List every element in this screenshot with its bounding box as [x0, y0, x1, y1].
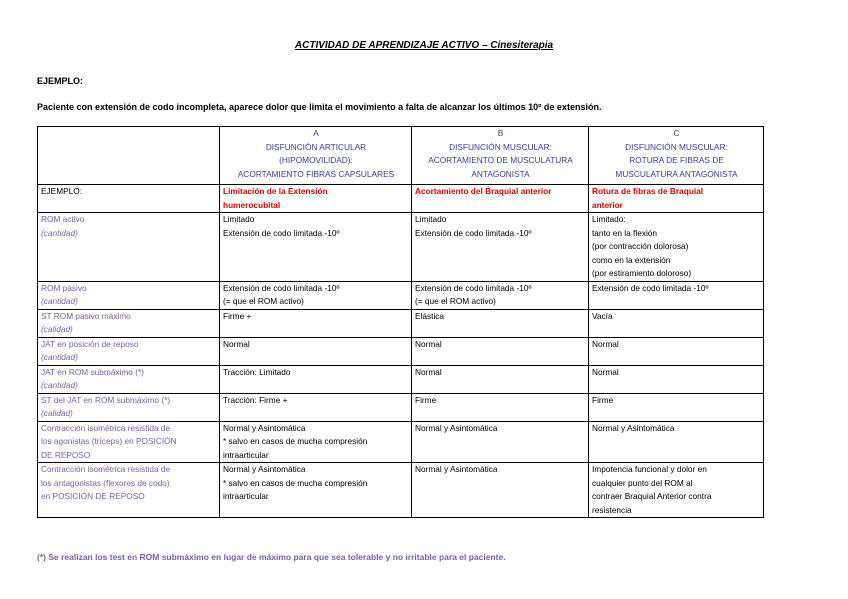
cell-c: Firme [589, 393, 764, 421]
cell-b: Limitado Extensión de codo limitada -10º [412, 213, 589, 282]
cell-c: Vacía [589, 309, 764, 337]
header-empty-cell [38, 127, 220, 185]
cell-b: Elástica [412, 309, 589, 337]
column-c-header: C DISFUNCIÓN MUSCULAR: ROTURA DE FIBRAS DE MUSCULATURA ANTAGONISTA [589, 127, 764, 185]
footnote: (*) Se realizan los test en ROM submáximo en lugar de máximo para que sea tolerable y no irritable para el paciente. [37, 552, 506, 562]
cell-b: Normal [412, 365, 589, 393]
table-row-iso-agonistas [38, 421, 764, 463]
table-row-jat-submax [38, 365, 764, 393]
table-row-jat-reposo [38, 337, 764, 365]
cell-c: Normal y Asintomática [589, 421, 764, 463]
cell-c: Normal [589, 365, 764, 393]
row-label: ST del JAT en ROM submáximo (*) (calidad) [38, 393, 220, 421]
table-row-rom-pasivo [38, 281, 764, 309]
cell-b: Acortamiento del Braquial anterior [412, 185, 589, 213]
table-row-iso-antagonistas [38, 463, 764, 518]
cell-b: Normal y Asintomática [412, 421, 589, 463]
cell-c: Impotencia funcional y dolor en cualquier punto del ROM al contraer Braquial Anterior contra resistencia [589, 463, 764, 518]
table-row-st-rom [38, 309, 764, 337]
column-a-header: A DISFUNCIÓN ARTICULAR (HIPOMOVILIDAD): ACORTAMIENTO FIBRAS CAPSULARES [220, 127, 412, 185]
row-label: EJEMPLO: [38, 185, 220, 213]
cell-a: Tracción: Firme + [220, 393, 412, 421]
cell-a: Extensión de codo limitada -10º (= que el ROM activo) [220, 281, 412, 309]
cell-c: Extensión de codo limitada -10º [589, 281, 764, 309]
cell-a: Normal y Asintomática * salvo en casos de mucha compresión intraarticular [220, 463, 412, 518]
document-title: ACTIVIDAD DE APRENDIZAJE ACTIVO – Cinesiterapia [294, 40, 554, 51]
case-description: Paciente con extensión de codo incompleta, aparece dolor que limita el movimiento a falta de alcanzar los últimos 10º de extensión. [37, 102, 602, 112]
row-label: Contracción isométrica resistida de los agonistas (tríceps) en POSICIÓN DE REPOSO [38, 421, 220, 463]
table-row-rom-activo [38, 213, 764, 282]
table-row-st-jat [38, 393, 764, 421]
cell-a: Firme + [220, 309, 412, 337]
column-b-header: B DISFUNCIÓN MUSCULAR: ACORTAMIENTO DE MUSCULATURA ANTAGONISTA [412, 127, 589, 185]
cell-b: Normal [412, 337, 589, 365]
cell-c: Rotura de fibras de Braquial anterior [589, 185, 764, 213]
cell-b: Firme [412, 393, 589, 421]
cell-b: Normal y Asintomática [412, 463, 589, 518]
row-label: JAT en ROM submáximo (*) (cantidad) [38, 365, 220, 393]
cell-a: Limitación de la Extensión humerocubital [220, 185, 412, 213]
row-label: ROM activo (cantidad) [38, 213, 220, 282]
table-row-ejemplo [38, 185, 764, 213]
row-label: ST ROM pasivo máximo (calidad) [38, 309, 220, 337]
table-header-row [38, 127, 764, 185]
cell-a: Limitado Extensión de codo limitada -10º [220, 213, 412, 282]
cell-c: Limitado: tanto en la flexión (por contracción dolorosa) como en la extensión (por estiramiento doloroso) [589, 213, 764, 282]
cell-a: Normal [220, 337, 412, 365]
cell-b: Extensión de codo limitada -10º (= que el ROM activo) [412, 281, 589, 309]
row-label: ROM pasivo (cantidad) [38, 281, 220, 309]
row-label: JAT en posición de reposo (cantidad) [38, 337, 220, 365]
cell-a: Tracción: Limitado [220, 365, 412, 393]
cell-c: Normal [589, 337, 764, 365]
cell-a: Normal y Asintomática * salvo en casos de mucha compresión intraarticular [220, 421, 412, 463]
row-label: Contracción isométrica resistida de los antagonistas (flexores de codo) en POSICIÓN DE REPOSO [38, 463, 220, 518]
example-heading: EJEMPLO: [37, 76, 84, 86]
assessment-table [37, 126, 764, 518]
